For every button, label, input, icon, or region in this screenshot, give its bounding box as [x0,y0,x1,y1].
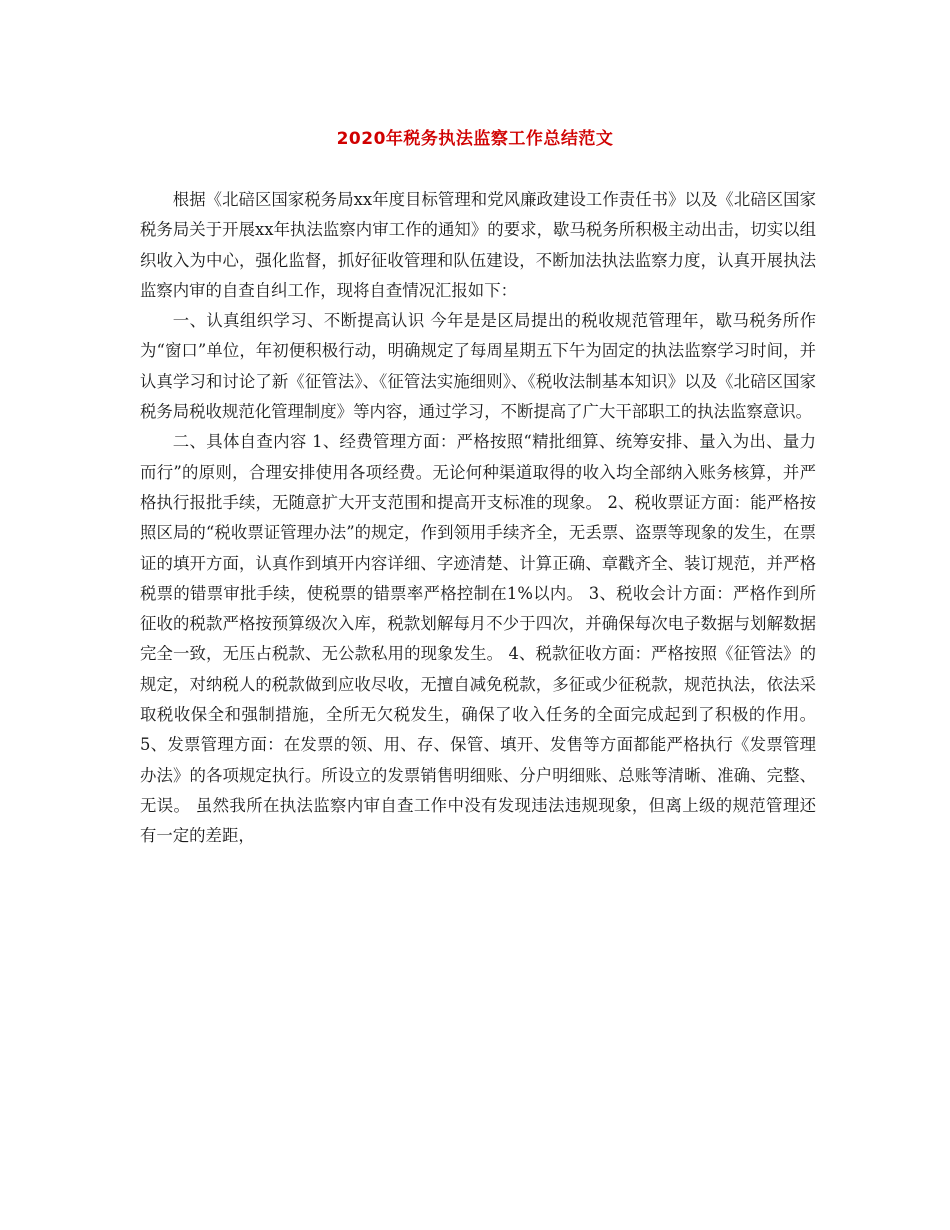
document-body [140,185,816,852]
paragraph-study: 一、认真组织学习、不断提高认识 今年是是区局提出的税收规范管理年，歇马税务所作为“窗口”单位，年初便积极行动，明确规定了每周星期五下午为固定的执法监察学习时间，并认真学习和讨论了新《征管法》、《征管法实施细则》、《税收法制基本知识》以及《北碚区国家税务局税收规范化管理制度》等内容，通过学习，不断提高了广大干部职工的执法监察意识。 [140,311,816,422]
document-title: 2020年税务执法监察工作总结范文 [336,129,614,149]
paragraph-intro: 根据《北碚区国家税务局xx年度目标管理和党风廉政建设工作责任书》以及《北碚区国家税务局关于开展xx年执法监察内审工作的通知》的要求，歇马税务所积极主动出击，切实以组织收入为中心，强化监督，抓好征收管理和队伍建设，不断加法执法监察力度，认真开展执法监察内审的自查自纠工作，现将自查情况汇报如下： [140,190,816,300]
paragraph-self-inspection: 二、具体自查内容 1、经费管理方面：严格按照“精批细算、统筹安排、量入为出、量力而行”的原则，合理安排使用各项经费。无论何种渠道取得的收入均全部纳入账务核算，并严格执行报批手续，无随意扩大开支范围和提高开支标准的现象。 2、税收票证方面：能严格按照区局的“税收票证管理办法”的规定，作到领用手续齐全，无丢票、盗票等现象的发生，在票证的填开方面，认真作到填开内容详细、字迹清楚、计算正确、章戳齐全、装订规范，并严格税票的错票审批手续，使税票的错票率严格控制在1%以内。 3、税收会计方面：严格作到所征收的税款严格按预算级次入库，税款划解每月不少于四次，并确保每次电子数据与划解数据完全一致，无压占税款、无公款私用的现象发生。 4、税款征收方面：严格按照《征管法》的规定，对纳税人的税款做到应收尽收，无擅自减免税款，多征或少征税款，规范执法，依法采取税收保全和强制措施，全所无欠税发生，确保了收入任务的全面完成起到了积极的作用。 5、发票管理方面：在发票的领、用、存、保管、填开、发售等方面都能严格执行《发票管理办法》的各项规定执行。所设立的发票销售明细账、分户明细账、总账等清晰、准确、完整、无误。 虽然我所在执法监察内审自查工作中没有发现违法违规现象，但离上级的规范管理还有一定的差距， [140,432,816,846]
